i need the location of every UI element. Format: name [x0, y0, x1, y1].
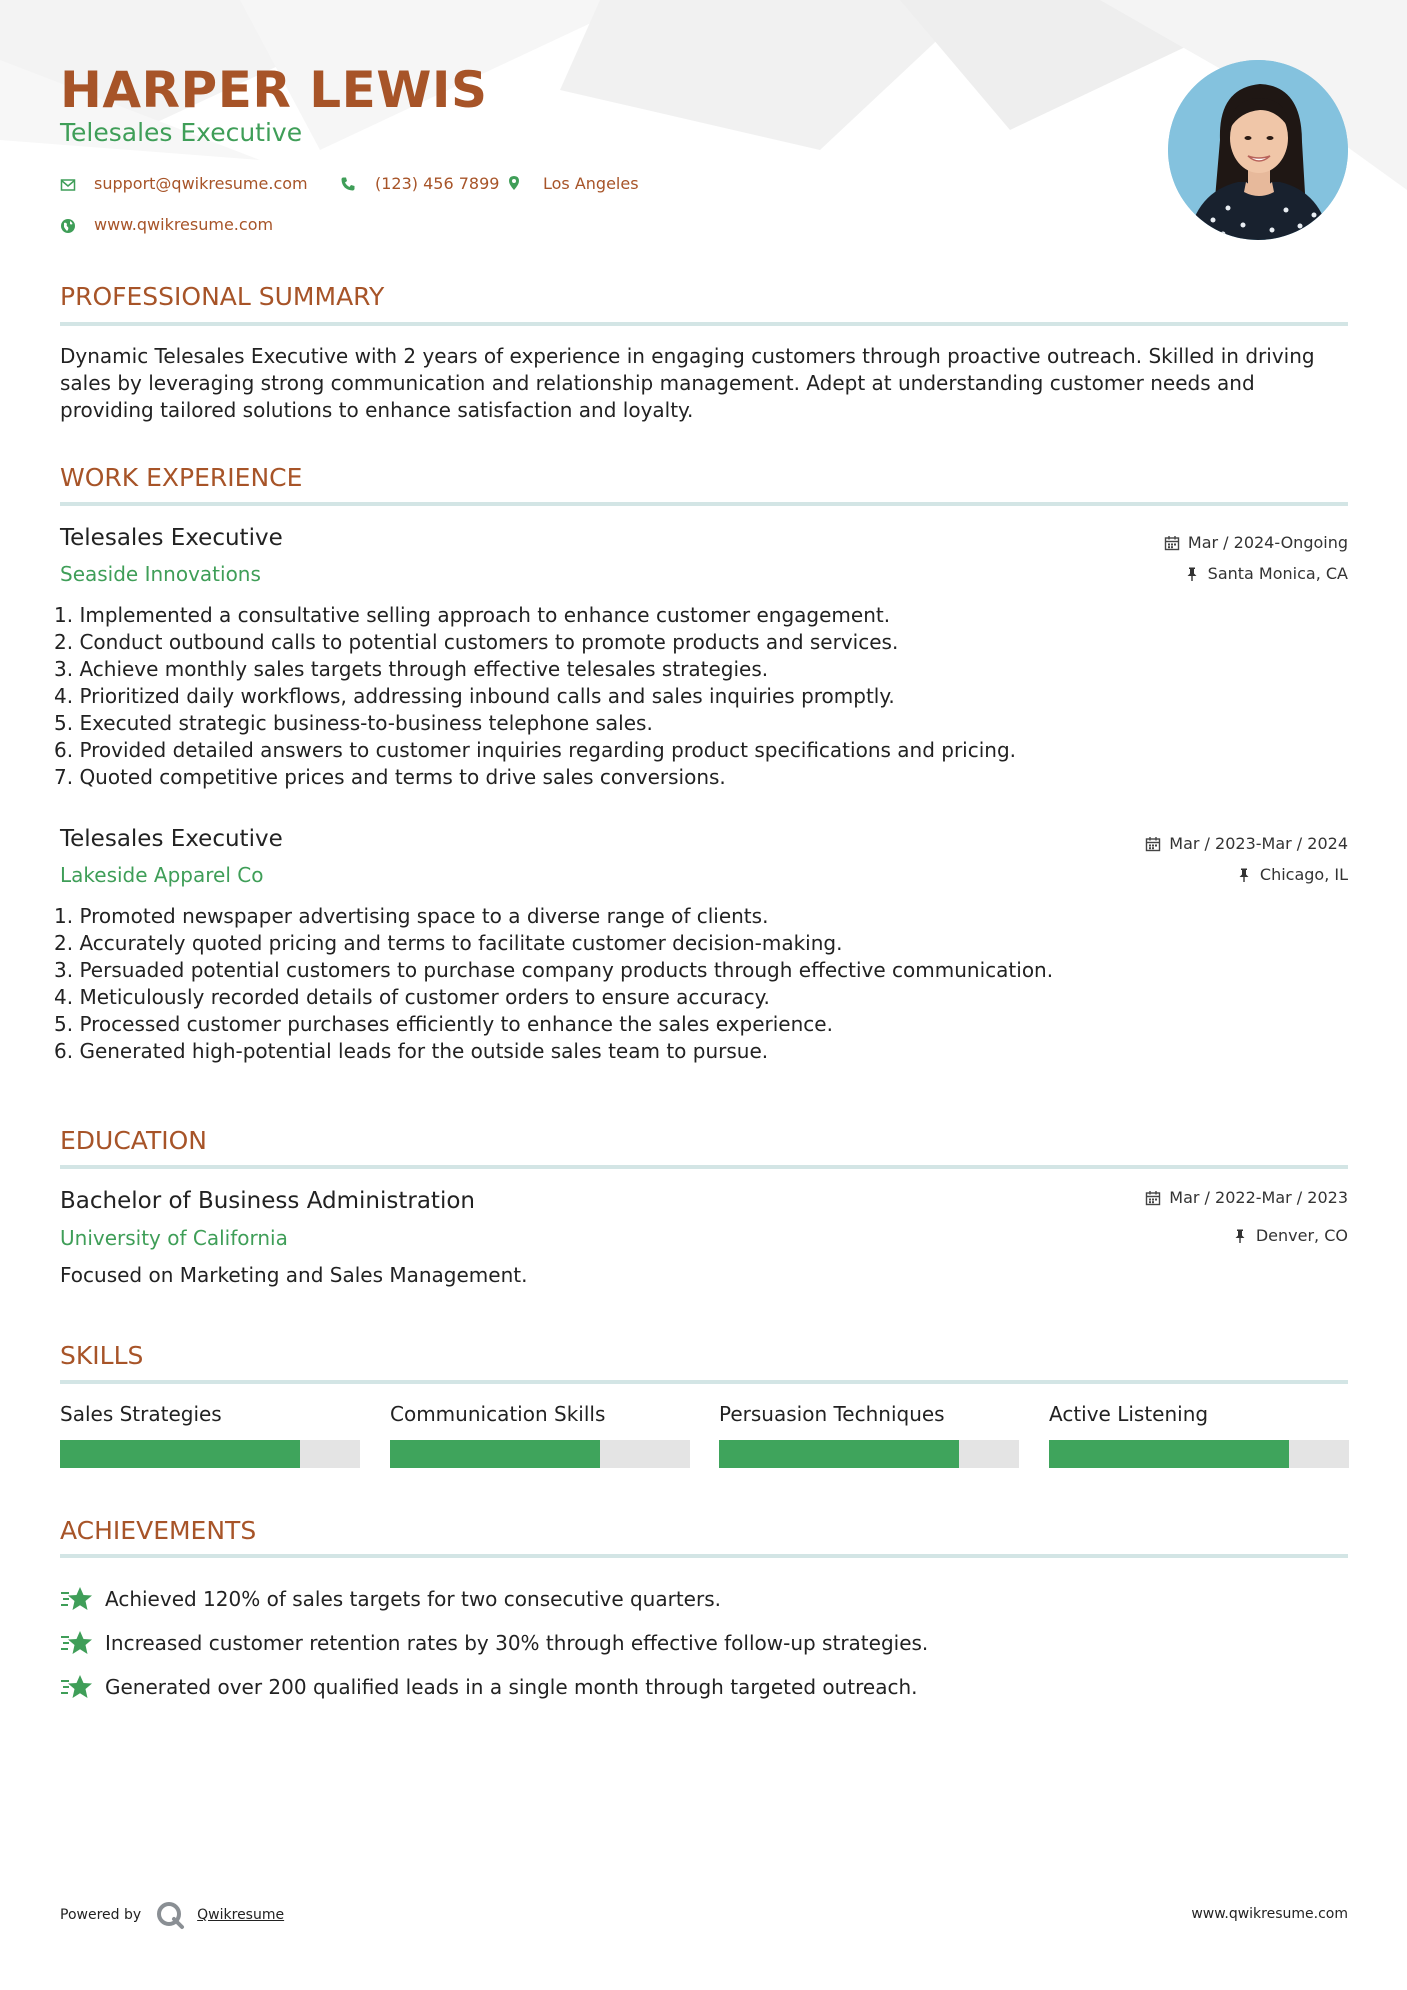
job-dates [1164, 532, 1348, 554]
education-location-text: Denver, CO [1255, 1226, 1348, 1245]
job-bullet: 4. Prioritized daily workflows, addressing inbound calls and sales inquiries promptly. [54, 684, 895, 708]
job-title: Telesales Executive [60, 525, 283, 551]
skill-bar [719, 1440, 1019, 1468]
job-dates [1145, 833, 1348, 855]
education-description: Focused on Marketing and Sales Management. [60, 1263, 528, 1287]
globe-icon [60, 218, 76, 234]
job-bullet: 1. Promoted newspaper advertising space to a diverse range of clients. [54, 904, 769, 928]
calendar-icon [1145, 1190, 1161, 1206]
email-link[interactable]: support@qwikresume.com [94, 174, 308, 193]
job-company: Lakeside Apparel Co [60, 863, 264, 887]
map-pin-icon [506, 175, 522, 191]
job-location-text: Chicago, IL [1259, 865, 1348, 884]
footer-website: www.qwikresume.com [1191, 1906, 1348, 1922]
pushpin-icon [1232, 1228, 1248, 1244]
skill-bar [390, 1440, 690, 1468]
job-bullet: 4. Meticulously recorded details of customer orders to ensure accuracy. [54, 985, 770, 1009]
job-title: Telesales Executive [60, 826, 283, 852]
phone-number: (123) 456 7899 [375, 174, 500, 193]
achievement-list [60, 1577, 1348, 1709]
job-bullet: 6. Provided detailed answers to customer inquiries regarding product specifications and pricing. [54, 738, 1017, 762]
pushpin-icon [1236, 867, 1252, 883]
education-school: University of California [60, 1226, 288, 1250]
skill-bar [60, 1440, 360, 1468]
section-title-education: EDUCATION [60, 1126, 207, 1155]
skill-name: Persuasion Techniques [719, 1402, 945, 1426]
skill-name: Communication Skills [390, 1402, 606, 1426]
job-bullet: 7. Quoted competitive prices and terms to drive sales conversions. [54, 765, 726, 789]
section-divider [60, 1554, 1348, 1558]
skill-item [60, 1400, 360, 1468]
job-bullet: 6. Generated high-potential leads for the outside sales team to pursue. [54, 1039, 769, 1063]
section-title-summary: PROFESSIONAL SUMMARY [60, 282, 385, 311]
job-bullet: 2. Conduct outbound calls to potential customers to promote products and services. [54, 630, 899, 654]
profile-photo [1168, 60, 1348, 240]
job-bullet: 5. Executed strategic business-to-business telephone sales. [54, 711, 653, 735]
education-dates-text: Mar / 2022-Mar / 2023 [1169, 1188, 1348, 1207]
education-location [1232, 1225, 1348, 1247]
achievement-item [60, 1577, 1348, 1621]
phone-icon [340, 176, 356, 192]
section-divider [60, 1165, 1348, 1169]
education-degree: Bachelor of Business Administration [60, 1188, 475, 1214]
section-divider [60, 322, 1348, 326]
candidate-role: Telesales Executive [60, 118, 303, 147]
job-bullet: 3. Achieve monthly sales targets through effective telesales strategies. [54, 657, 769, 681]
section-divider [60, 502, 1348, 506]
footer-powered-by [60, 1900, 284, 1930]
star-icon [60, 1629, 92, 1657]
job-dates-text: Mar / 2024-Ongoing [1187, 533, 1348, 552]
calendar-icon [1164, 535, 1180, 551]
location-text: Los Angeles [543, 174, 639, 193]
skill-name: Sales Strategies [60, 1402, 222, 1426]
skill-bar-fill [719, 1440, 959, 1468]
section-title-achievements: ACHIEVEMENTS [60, 1516, 257, 1545]
job-bullet: 2. Accurately quoted pricing and terms to facilitate customer decision-making. [54, 931, 843, 955]
job-location-text: Santa Monica, CA [1207, 564, 1348, 583]
skill-item [390, 1400, 690, 1468]
qwikresume-link[interactable]: Qwikresume [197, 1907, 285, 1923]
job-dates-text: Mar / 2023-Mar / 2024 [1169, 834, 1348, 853]
skill-bar-fill [390, 1440, 600, 1468]
star-icon [60, 1585, 92, 1613]
achievement-text: Generated over 200 qualified leads in a single month through targeted outreach. [105, 1675, 918, 1699]
job-bullet-list [54, 602, 1344, 791]
skill-bar-fill [1049, 1440, 1289, 1468]
star-icon [60, 1673, 92, 1701]
section-title-experience: WORK EXPERIENCE [60, 463, 303, 492]
pushpin-icon [1184, 566, 1200, 582]
achievement-text: Increased customer retention rates by 30% through effective follow-up strategies. [105, 1631, 929, 1655]
powered-by-label: Powered by [60, 1907, 142, 1923]
job-location [1184, 563, 1348, 585]
job-bullet: 1. Implemented a consultative selling approach to enhance customer engagement. [54, 603, 891, 627]
section-divider [60, 1380, 1348, 1384]
candidate-name: HARPER LEWIS [60, 61, 488, 119]
section-title-skills: SKILLS [60, 1341, 144, 1370]
skill-bar-fill [60, 1440, 300, 1468]
website-link[interactable]: www.qwikresume.com [94, 215, 274, 234]
job-bullet-list [54, 903, 1344, 1065]
job-bullet: 3. Persuaded potential customers to purchase company products through effective communication. [54, 958, 1054, 982]
skill-item [719, 1400, 1019, 1468]
skill-bar [1049, 1440, 1349, 1468]
skill-name: Active Listening [1049, 1402, 1209, 1426]
person-portrait-icon [1168, 60, 1348, 240]
achievement-item [60, 1665, 1348, 1709]
job-company: Seaside Innovations [60, 562, 261, 586]
qwikresume-logo-icon [155, 1900, 185, 1930]
envelope-icon [60, 177, 76, 193]
job-location [1236, 864, 1348, 886]
achievement-text: Achieved 120% of sales targets for two consecutive quarters. [105, 1587, 721, 1611]
summary-text: Dynamic Telesales Executive with 2 years of experience in engaging customers through proactive outreach. Skilled in driving sales by leveraging strong communication and relationship management. Adept at understanding customer needs and providing tailored solutions to enhance satisfaction and loyalty. [60, 344, 1315, 422]
education-dates [1145, 1187, 1348, 1209]
calendar-icon [1145, 836, 1161, 852]
achievement-item [60, 1621, 1348, 1665]
job-bullet: 5. Processed customer purchases efficiently to enhance the sales experience. [54, 1012, 833, 1036]
skill-item [1049, 1400, 1349, 1468]
